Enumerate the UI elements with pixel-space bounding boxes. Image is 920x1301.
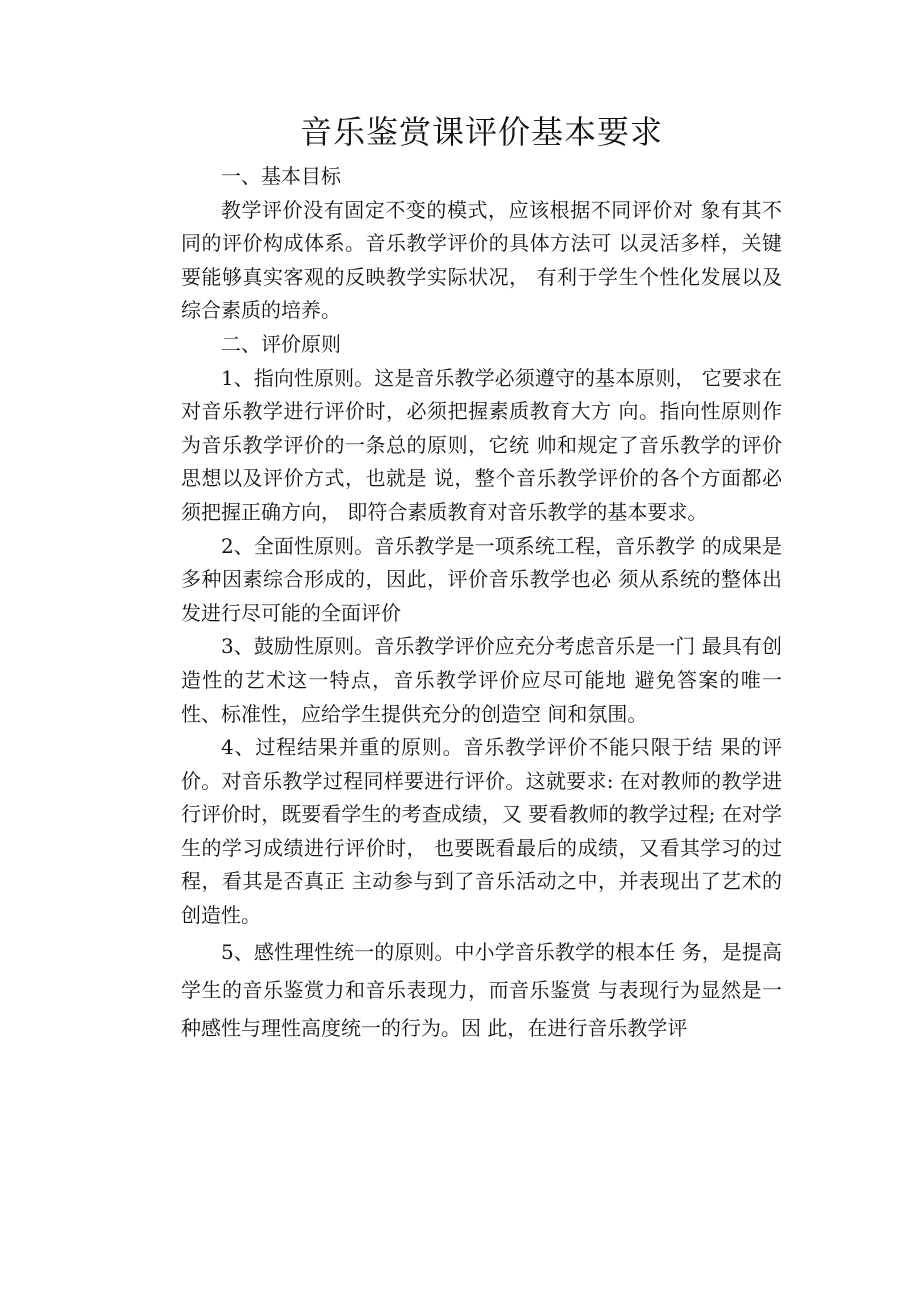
section-basic-goals — [181, 160, 782, 328]
paragraph: 教学评价没有固定不变的模式，应该根据不同评价对 象有其不同的评价构成体系。音乐教学评价的具体方法可 以灵活多样，关键要能够真实客观的反映教学实际状况， 有利于学生个性化发展以及综合素质的培养。 — [181, 197, 782, 323]
paragraph-principle-5: 5、感性理性统一的原则。中小学音乐教学的根本任 务，是提高学生的音乐鉴赏力和音乐表现力，而音乐鉴赏 与表现行为显然是一种感性与理性高度统一的行为。因 此，在进行音乐教学评 — [181, 939, 782, 1040]
document-title: 音乐鉴赏课评价基本要求 — [299, 113, 663, 151]
paragraph-principle-1: 1、指向性原则。这是音乐教学必须遵守的基本原则， 它要求在对音乐教学进行评价时，必须把握素质教育大方 向。指向性原则作为音乐教学评价的一条总的原则，它统 帅和规定了音乐教学的评价思想以及评价方式，也就是 说，整个音乐教学评价的各个方面都必须把握正确方向， 即符合素质教育对音乐教学的基本要求。 — [181, 365, 782, 524]
section-evaluation-principles — [181, 328, 782, 1047]
paragraph-principle-3: 3、鼓励性原则。音乐教学评价应充分考虑音乐是一门 最具有创造性的艺术这一特点，音乐教学评价应尽可能地 避免答案的唯一性、标准性，应给学生提供充分的创造空 间和氛围。 — [181, 634, 782, 726]
section-heading: 二、评价原则 — [221, 331, 341, 356]
section-heading: 一、基本目标 — [221, 164, 341, 188]
paragraph-principle-2: 2、全面性原则。音乐教学是一项系统工程，音乐教学 的成果是多种因素综合形成的，因此，评价音乐教学也必 须从系统的整体出发进行尽可能的全面评价 — [181, 533, 782, 625]
paragraph-principle-4: 4、过程结果并重的原则。音乐教学评价不能只限于结 果的评价。对音乐教学过程同样要进行评价。这就要求: 在对教师的教学进行评价时，既要看学生的考查成绩，又 要看教师的教学过程; 在对学生的学习成绩进行评价时， 也要既看最后的成绩，又看其学习的过程，看其是否真正 主动参与到了音乐活动之中，并表现出了艺术的创造性。 — [181, 735, 782, 928]
